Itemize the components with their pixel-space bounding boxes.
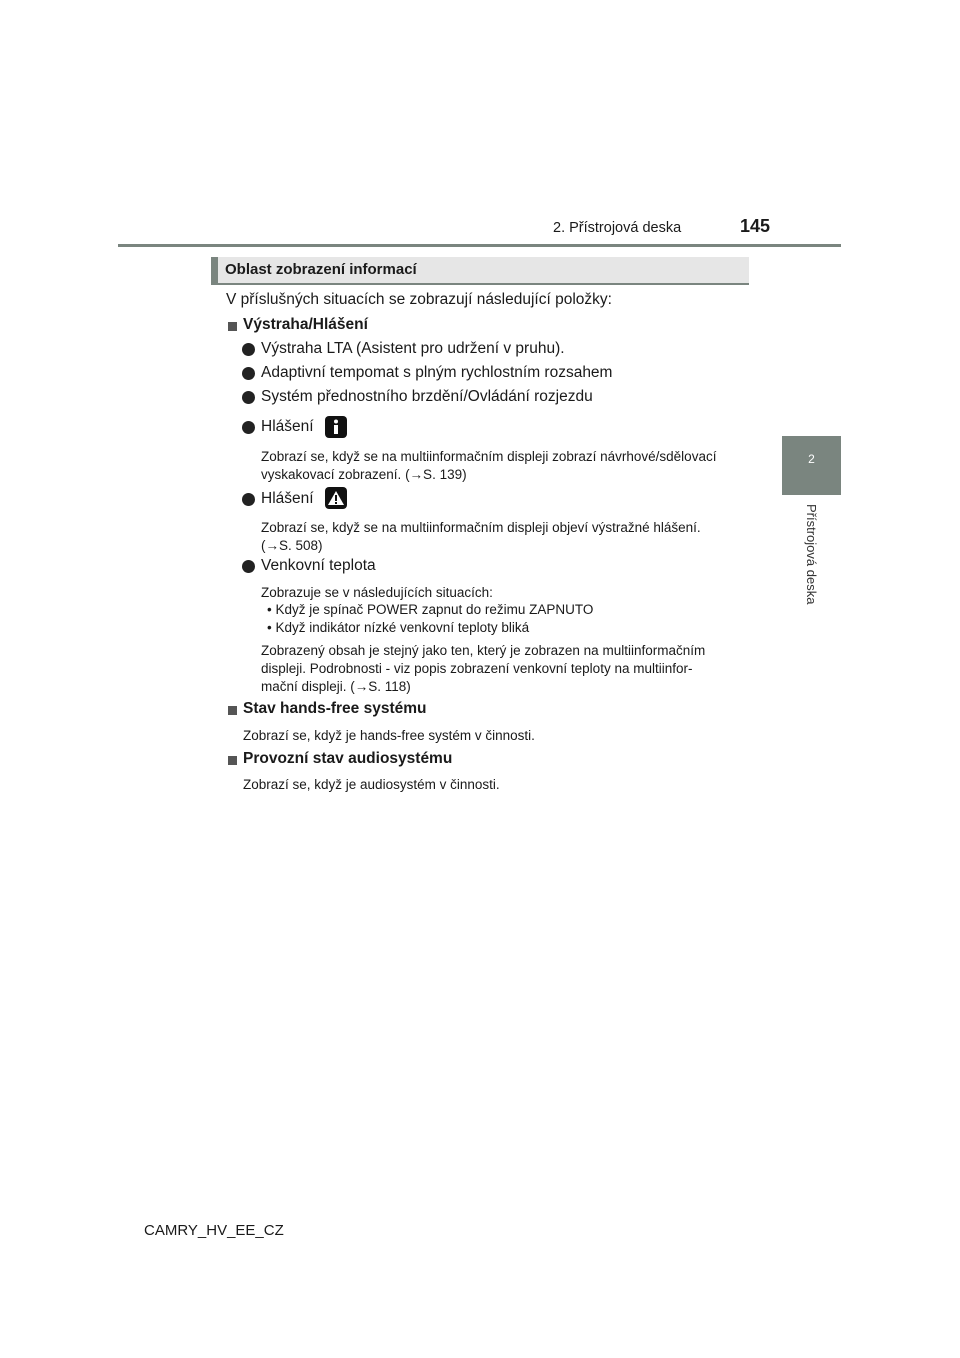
note-temp-para-line2: displeji. Podrobnosti - viz popis zobrazení venkovní teploty na multiinfor- xyxy=(261,661,693,676)
warning-icon xyxy=(325,487,347,509)
note-temp-para-line1: Zobrazený obsah je stejný jako ten, který je zobrazen na multiinformačním xyxy=(261,643,706,658)
note-info-line2: vyskakovací zobrazení. (→S. 139) xyxy=(261,467,467,482)
subsection-heading-warning-messages: Výstraha/Hlášení xyxy=(243,316,368,333)
round-bullet-icon xyxy=(242,560,255,573)
section-heading-bar xyxy=(211,257,749,285)
audio-text: Zobrazí se, když je audiosystém v činnosti. xyxy=(243,777,500,792)
square-bullet-icon xyxy=(228,756,237,765)
document-code: CAMRY_HV_EE_CZ xyxy=(144,1222,284,1239)
chapter-title: 2. Přístrojová deska xyxy=(553,220,682,236)
round-bullet-icon xyxy=(242,367,255,380)
chapter-tab xyxy=(782,436,841,495)
subsection-heading-audio: Provozní stav audiosystému xyxy=(243,750,453,767)
header-rule xyxy=(118,244,841,247)
section-title: Oblast zobrazení informací xyxy=(225,261,417,278)
info-icon xyxy=(325,416,347,438)
bullet-message-warning: Hlášení xyxy=(261,490,314,507)
section-heading-accent xyxy=(211,257,218,285)
round-bullet-icon xyxy=(242,493,255,506)
bullet-lta: Výstraha LTA (Asistent pro udržení v pruhu). xyxy=(261,340,565,357)
square-bullet-icon xyxy=(228,322,237,331)
subsection-heading-hands-free: Stav hands-free systému xyxy=(243,700,427,717)
square-bullet-icon xyxy=(228,706,237,715)
note-temp-item2: • Když indikátor nízké venkovní teploty bliká xyxy=(267,620,530,635)
bullet-outside-temperature: Venkovní teplota xyxy=(261,557,376,574)
round-bullet-icon xyxy=(242,391,255,404)
note-info-line1: Zobrazí se, když se na multiinformačním displeji zobrazí návrhové/sdělovací xyxy=(261,449,717,464)
section-intro: V příslušných situacích se zobrazují následující položky: xyxy=(226,291,612,308)
hands-free-text: Zobrazí se, když je hands-free systém v činnosti. xyxy=(243,728,535,743)
bullet-adaptive-cruise: Adaptivní tempomat s plným rychlostním rozsahem xyxy=(261,364,613,381)
note-temp-item1: • Když je spínač POWER zapnut do režimu ZAPNUTO xyxy=(267,602,594,617)
note-temp-intro: Zobrazuje se v následujících situacích: xyxy=(261,585,493,600)
round-bullet-icon xyxy=(242,421,255,434)
bullet-message-info: Hlášení xyxy=(261,418,314,435)
round-bullet-icon xyxy=(242,343,255,356)
bullet-pre-collision: Systém přednostního brzdění/Ovládání rozjezdu xyxy=(261,388,593,405)
page-number: 145 xyxy=(740,216,771,236)
chapter-tab-label: Přístrojová deska xyxy=(804,504,819,605)
note-temp-para-line3: mační displeji. (→S. 118) xyxy=(261,679,411,694)
note-warning-line1: Zobrazí se, když se na multiinformačním displeji objeví výstražné hlášení. xyxy=(261,520,701,535)
chapter-tab-number: 2 xyxy=(808,452,815,466)
note-warning-line2: (→S. 508) xyxy=(261,538,323,553)
